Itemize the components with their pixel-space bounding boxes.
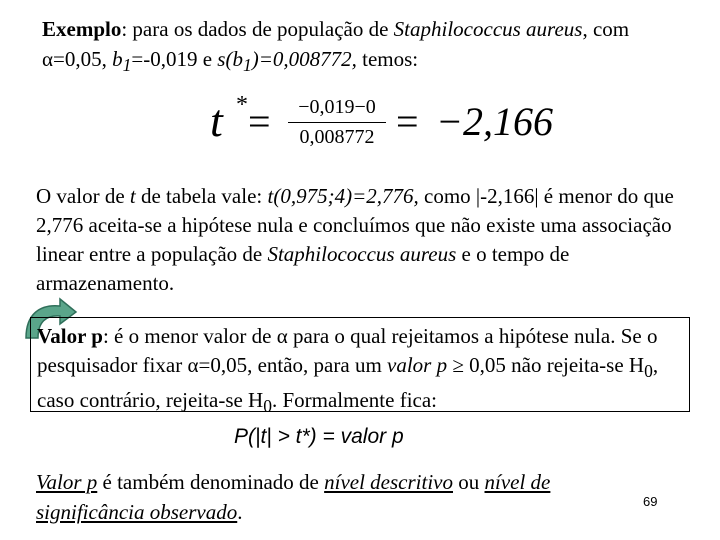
definition-paragraph: Valor p é também denominado de nível descritivo ou nível de significância observado. <box>36 470 551 524</box>
conclusion-paragraph: O valor de t de tabela vale: t(0,975;4)=2,776, como |-2,166| é menor do que 2,776 aceita-se a hipótese nula e concluímos que não existe uma associação linear entre a população de Staphilococcus aureus e o tempo de armazenamento. <box>36 184 674 295</box>
fraction <box>288 96 386 149</box>
p-value-formula: P(|t| > t*) = valor p <box>234 425 404 448</box>
numerator: −0,019−0 <box>288 96 386 123</box>
example-label: Exemplo <box>42 17 122 41</box>
species-name: Staphilococcus aureus <box>393 17 583 41</box>
t-statistic-equation: t * = $\frac{-0,019-0}{0,008772}$ = −2,166 <box>210 92 553 148</box>
page-number: 69 <box>643 494 658 509</box>
example-paragraph: Exemplo: para os dados de população de Staphilococcus aureus, com α=0,05, $b_1=-0,019$ e $s(b_1)=0,008772$, temos: <box>42 17 630 76</box>
denominator: 0,008772 <box>299 126 375 148</box>
valor-p-paragraph: Valor p: é o menor valor de α para o qual rejeitamos a hipótese nula. Se o pesquisador fixar α=0,05, então, para um valor p ≥ 0,05 não rejeita-se $H_0$, caso contrário, rejeita-se $H_0$. Formalmente fica: <box>37 324 659 417</box>
result-value: −2,166 <box>436 99 553 144</box>
valor-p-label: Valor p <box>37 324 103 348</box>
